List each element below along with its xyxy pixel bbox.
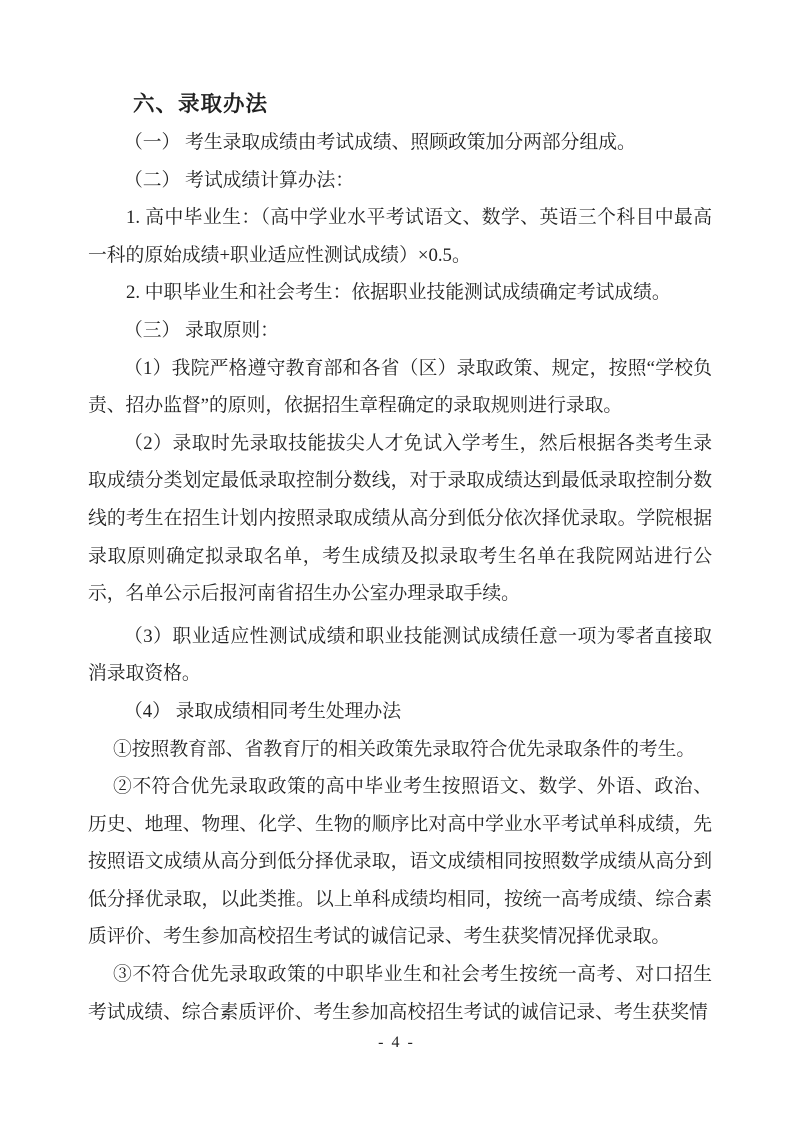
- doc-paragraph-admission-score-composition: （一） 考生录取成绩由考试成绩、照顾政策加分两部分组成。: [124, 132, 636, 153]
- doc-paragraph-tiebreak-2: ②不符合优先录取政策的高中毕业考生按照语文、数学、外语、政治、历史、地理、物理、化学、生物的顺序比对高中学业水平考试单科成绩，先按照语文成绩从高分到低分择优录取，语文成绩相同按照数学成绩从高分到低分择优录取，以此类推。以上单科成绩均相同，按统一高考成绩、综合素质评价、考生参加高校招生考试的诚信记录、考生获奖情况择优录取。: [88, 776, 712, 948]
- doc-paragraph-rule-1: （1）我院严格遵守教育部和各省（区）录取政策、规定，按照“学校负责、招办监督”的原则，依据招生章程确定的录取规则进行录取。: [88, 357, 712, 417]
- document-body: [88, 84, 712, 1031]
- page-number: - 4 -: [378, 1034, 415, 1051]
- doc-paragraph-vocational-graduates: 2. 中职毕业生和社会考生：依据职业技能测试成绩确定考试成绩。: [126, 282, 671, 304]
- doc-paragraph-tiebreak-3: ③不符合优先录取政策的中职毕业生和社会考生按统一高考、对口招生考试成绩、综合素质评价、考生参加高校招生考试的诚信记录、考生获奖情: [88, 964, 712, 1023]
- section-heading: 六、录取办法: [133, 92, 269, 116]
- doc-paragraph-rule-3: （3）职业适应性测试成绩和职业技能测试成绩任意一项为零者直接取消录取资格。: [88, 625, 712, 685]
- doc-paragraph-admission-principles-label: （三） 录取原则：: [124, 319, 279, 341]
- doc-paragraph-tiebreak-1: ①按照教育部、省教育厅的相关政策先录取符合优先录取条件的考生。: [113, 738, 696, 760]
- doc-paragraph-rule-4: （4） 录取成绩相同考生处理办法: [124, 700, 402, 722]
- doc-paragraph-highschool-graduates: 1. 高中毕业生：（高中学业水平考试语文、数学、英语三个科目中最高一科的原始成绩+职业适应性测试成绩）×0.5。: [88, 207, 712, 266]
- doc-paragraph-exam-score-method-label: （二） 考试成绩计算办法：: [124, 169, 355, 191]
- doc-paragraph-rule-2: （2）录取时先录取技能拔尖人才免试入学考生，然后根据各类考生录取成绩分类划定最低录取控制分数线，对于录取成绩达到最低录取控制分数线的考生在招生计划内按照录取成绩从高分到低分依次择优录取。学院根据录取原则确定拟录取名单，考生成绩及拟录取考生名单在我院网站进行公示，名单公示后报河南省招生办公室办理录取手续。: [88, 432, 712, 605]
